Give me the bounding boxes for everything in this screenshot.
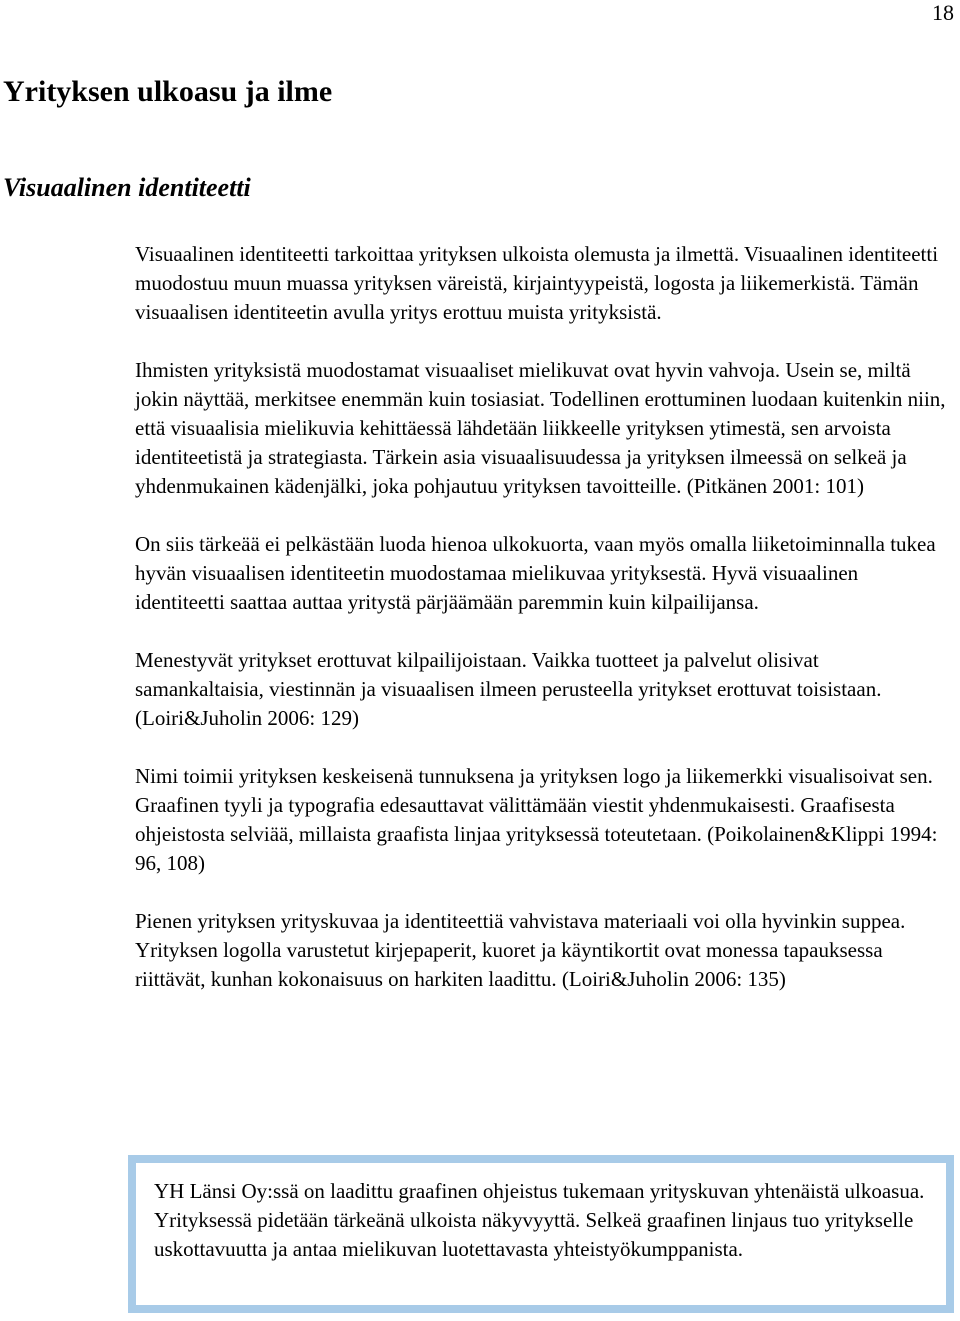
body-text (135, 240, 950, 1023)
paragraph-1: Visuaalinen identiteetti tarkoittaa yrityksen ulkoista olemusta ja ilmettä. Visuaalinen identiteetti muodostuu muun muassa yrityksen väreistä, kirjaintyypeistä, logosta ja liikemerkistä. Tämän visuaalisen identiteetin avulla yritys erottuu muista yrityksistä. (135, 242, 939, 324)
paragraph-5: Nimi toimii yrityksen keskeisenä tunnuksena ja yrityksen logo ja liikemerkki visualisoivat sen. Graafinen tyyli ja typografia edesauttavat välittämään viestit yhdenmukaisesti. Graafisesta ohjeistosta selviää, millaista graafista linjaa yrityksessä toteutetaan. (Poikolainen&Klippi 1994: 96, 108) (135, 764, 938, 875)
page-title: Yrityksen ulkoasu ja ilme (3, 75, 333, 108)
paragraph-6: Pienen yrityksen yrityskuvaa ja identiteettiä vahvistava materiaali voi olla hyvinkin suppea. Yrityksen logolla varustetut kirjepaperit, kuoret ja käyntikortit ovat monessa tapauksessa riittävät, kunhan kokonaisuus on harkiten laadittu. (Loiri&Juholin 2006: 135) (135, 909, 906, 991)
highlight-box-text: YH Länsi Oy:ssä on laadittu graafinen ohjeistus tukemaan yrityskuvan yhtenäistä ulkoasua. Yrityksessä pidetään tärkeänä ulkoista näkyvyyttä. Selkeä graafinen linjaus tuo yritykselle uskottavuutta ja antaa mielikuvan luotettavasta yhteistyökumppanista. (154, 1179, 925, 1261)
paragraph-4: Menestyvät yritykset erottuvat kilpailijoistaan. Vaikka tuotteet ja palvelut olisivat samankaltaisia, viestinnän ja visuaalisen ilmeen perusteella yritykset erottuvat toisistaan. (Loiri&Juholin 2006: 129) (135, 648, 882, 730)
highlight-box (128, 1155, 954, 1313)
page-number: 18 (932, 0, 954, 25)
paragraph-2: Ihmisten yrityksistä muodostamat visuaaliset mielikuvat ovat hyvin vahvoja. Usein se, miltä jokin näyttää, merkitsee enemmän kuin tosiasiat. Todellinen erottuminen luodaan kuitenkin niin, että visuaalisia mielikuvia kehittäessä lähdetään liikkeelle yrityksen ytimestä, sen arvoista identiteetistä ja strategiasta. Tärkein asia visuaalisuudessa ja yrityksen ilmeessä on selkeä ja yhdenmukainen kädenjälki, joka pohjautuu yrityksen tavoitteille. (Pitkänen 2001: 101) (135, 358, 946, 498)
section-heading: Visuaalinen identiteetti (3, 173, 251, 202)
paragraph-3: On siis tärkeää ei pelkästään luoda hienoa ulkokuorta, vaan myös omalla liiketoiminnalla tukea hyvän visuaalisen identiteetin muodostamaa mielikuvaa yrityksestä. Hyvä visuaalinen identiteetti saattaa auttaa yritystä pärjäämään paremmin kuin kilpailijansa. (135, 532, 936, 614)
